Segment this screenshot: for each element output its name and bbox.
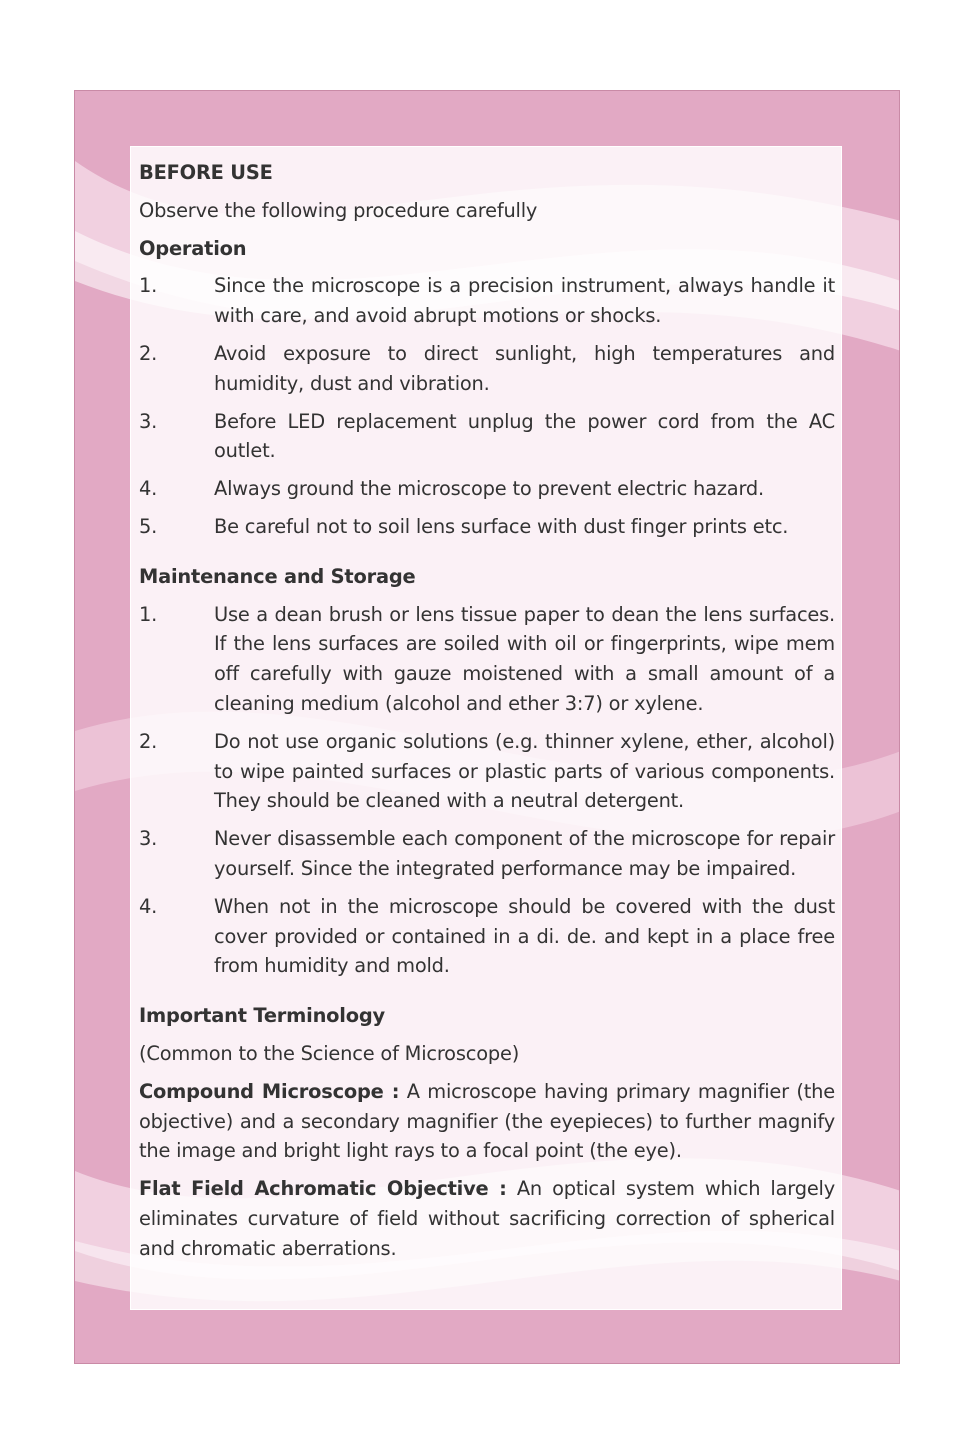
page-heading: BEFORE USE	[139, 161, 273, 184]
operation-title: Operation	[139, 236, 247, 260]
manual-content	[139, 158, 835, 1272]
list-item	[139, 892, 835, 981]
item-number: 3.	[139, 409, 158, 433]
item-text: Be careful not to soil lens surface with dust finger prints etc.	[214, 514, 789, 538]
term-compound-microscope	[139, 1077, 835, 1166]
item-number: 2.	[139, 341, 158, 365]
term-label: Flat Field Achromatic Objective :	[139, 1177, 507, 1201]
term-definition: A microscope having primary magnifier (the objective) and a secondary magnifier (the eyepieces) to further magnify the image and bright light rays to a focal point (the eye).	[139, 1079, 835, 1163]
term-label: Compound Microscope :	[139, 1079, 400, 1103]
item-text: Use a dean brush or lens tissue paper to dean the lens surfaces. If the lens surfaces are soiled with oil or fingerprints, wipe mem off carefully with gauze moistened with a small amount of a cleaning medium (alcohol and ether 3:7) or xylene.	[214, 602, 835, 715]
operation-list	[139, 271, 835, 541]
item-number: 1.	[139, 274, 158, 298]
list-item	[139, 407, 835, 467]
item-text: Never disassemble each component of the microscope for repair yourself. Since the integrated performance may be impaired.	[214, 827, 835, 880]
list-item	[139, 474, 835, 504]
item-number: 3.	[139, 827, 158, 851]
terminology-title: Important Terminology	[139, 1004, 385, 1028]
item-number: 4.	[139, 477, 158, 501]
item-text: When not in the microscope should be covered with the dust cover provided or contained in a di. de. and kept in a place free from humidity and mold.	[214, 894, 835, 978]
item-number: 1.	[139, 602, 158, 626]
list-item	[139, 339, 835, 399]
list-item	[139, 824, 835, 884]
item-text: Avoid exposure to direct sunlight, high temperatures and humidity, dust and vibration.	[214, 341, 835, 395]
maintenance-title: Maintenance and Storage	[139, 564, 416, 588]
intro-text: Observe the following procedure carefully	[139, 198, 538, 222]
list-item	[139, 727, 835, 816]
item-number: 2.	[139, 729, 158, 753]
term-definition: An optical system which largely eliminates curvature of field without sacrificing correction of spherical and chromatic aberrations.	[139, 1177, 836, 1260]
list-item	[139, 512, 835, 542]
item-text: Before LED replacement unplug the power cord from the AC outlet.	[214, 409, 835, 463]
terminology-subtitle: (Common to the Science of Microscope)	[139, 1041, 520, 1065]
list-item	[139, 600, 835, 719]
item-text: Always ground the microscope to prevent electric hazard.	[214, 477, 764, 501]
item-number: 5.	[139, 514, 158, 538]
item-text: Since the microscope is a precision instrument, always handle it with care, and avoid abrupt motions or shocks.	[214, 274, 835, 328]
term-flat-field-objective	[139, 1174, 835, 1263]
item-number: 4.	[139, 894, 158, 918]
item-text: Do not use organic solutions (e.g. thinner xylene, ether, alcohol) to wipe painted surfaces or plastic parts of various components. They should be cleaned with a neutral detergent.	[214, 729, 835, 813]
maintenance-list	[139, 600, 835, 982]
list-item	[139, 271, 835, 331]
